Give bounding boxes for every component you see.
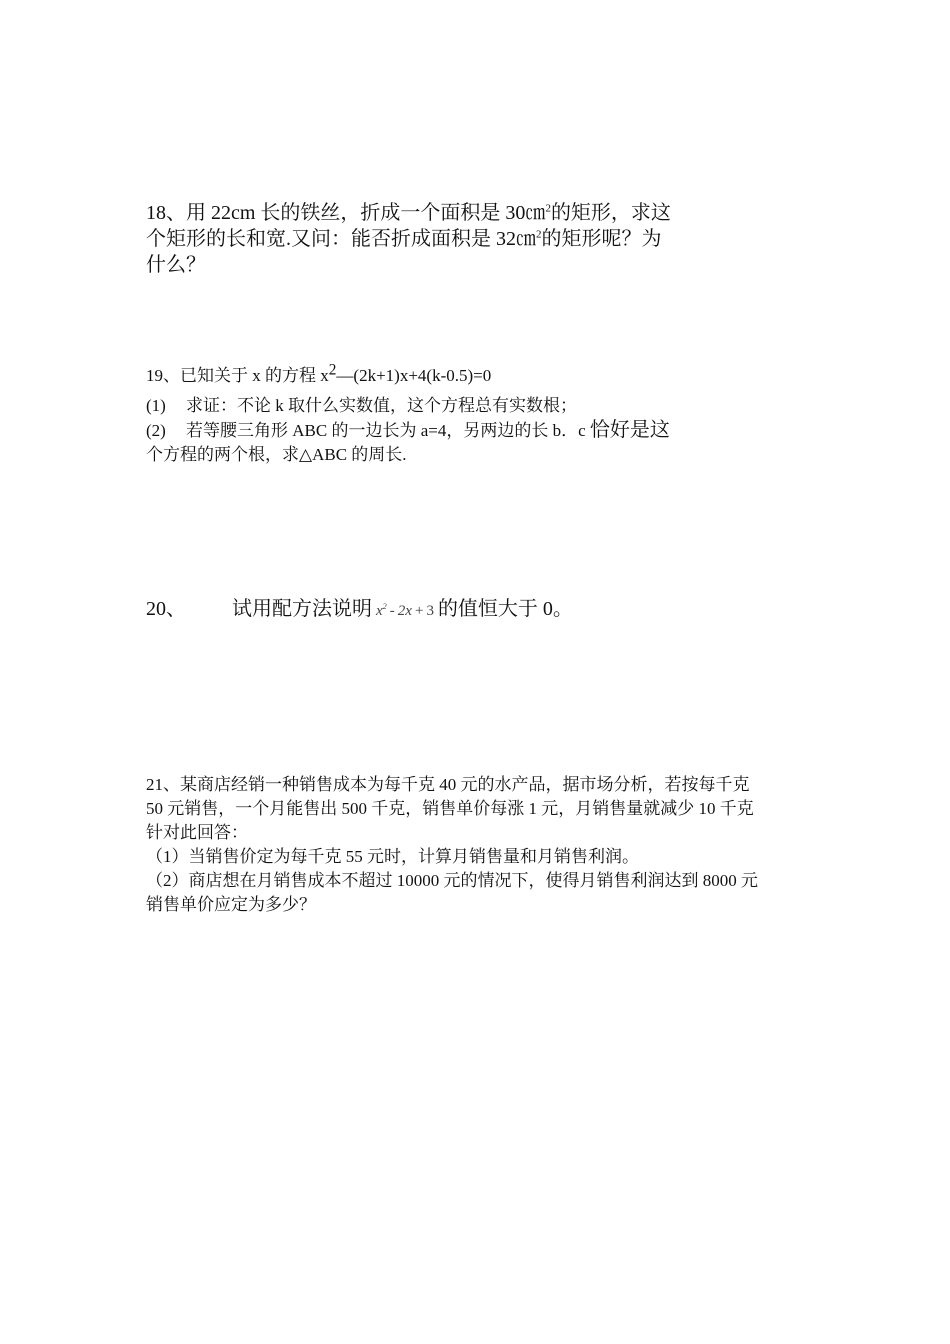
- superscript: 2: [328, 361, 337, 379]
- question-21: [146, 773, 758, 917]
- question-19-stem: 19、已知关于 x 的方程 $x^2—(2k+1)x+4(k-0.5)=0$: [146, 361, 492, 385]
- question-19: [146, 361, 670, 467]
- question-19-part-2-cont: 个方程的两个根，求△ABC 的周长.: [146, 445, 407, 464]
- quadratic-expression: $x^2 - 2x + 3$: [376, 602, 434, 619]
- question-19-part-1: (1) 求证：不论 k 取什么实数值，这个方程总有实数根；: [146, 396, 577, 415]
- question-18-line-1: 18、用 22cm 长的铁丝，折成一个面积是 30㎝$^2$的矩形，求这: [146, 202, 671, 224]
- question-21-line: 针对此回答：: [146, 823, 248, 842]
- question-19-part-2: (2) 若等腰三角形 ABC 的一边长为 a=4，另两边的长 b．c 恰好是这: [146, 419, 670, 441]
- question-21-line: （1）当销售价定为每千克 55 元时，计算月销售量和月销售利润。: [146, 847, 639, 866]
- superscript: 2: [536, 228, 542, 241]
- question-20-line: 20、 试用配方法说明 $x^2 - 2x + 3$ 的值恒大于 0。: [146, 598, 573, 620]
- question-18-line-3: 什么？: [146, 254, 206, 276]
- question-21-line: 销售单价应定为多少？: [146, 895, 316, 914]
- question-21-line: 50 元销售，一个月能售出 500 千克，销售单价每涨 1 元，月销售量就减少 10 千克: [146, 799, 754, 818]
- question-21-line: 21、某商店经销一种销售成本为每千克 40 元的水产品，据市场分析，若按每千克: [146, 775, 750, 794]
- question-21-line: （2）商店想在月销售成本不超过 10000 元的情况下，使得月销售利润达到 8000 元: [146, 871, 758, 890]
- question-18: [146, 200, 671, 278]
- question-20: [146, 595, 573, 625]
- superscript: 2: [545, 202, 551, 215]
- question-18-line-2: 个矩形的长和宽.又问：能否折成面积是 32㎝$^2$的矩形呢？为: [146, 228, 662, 250]
